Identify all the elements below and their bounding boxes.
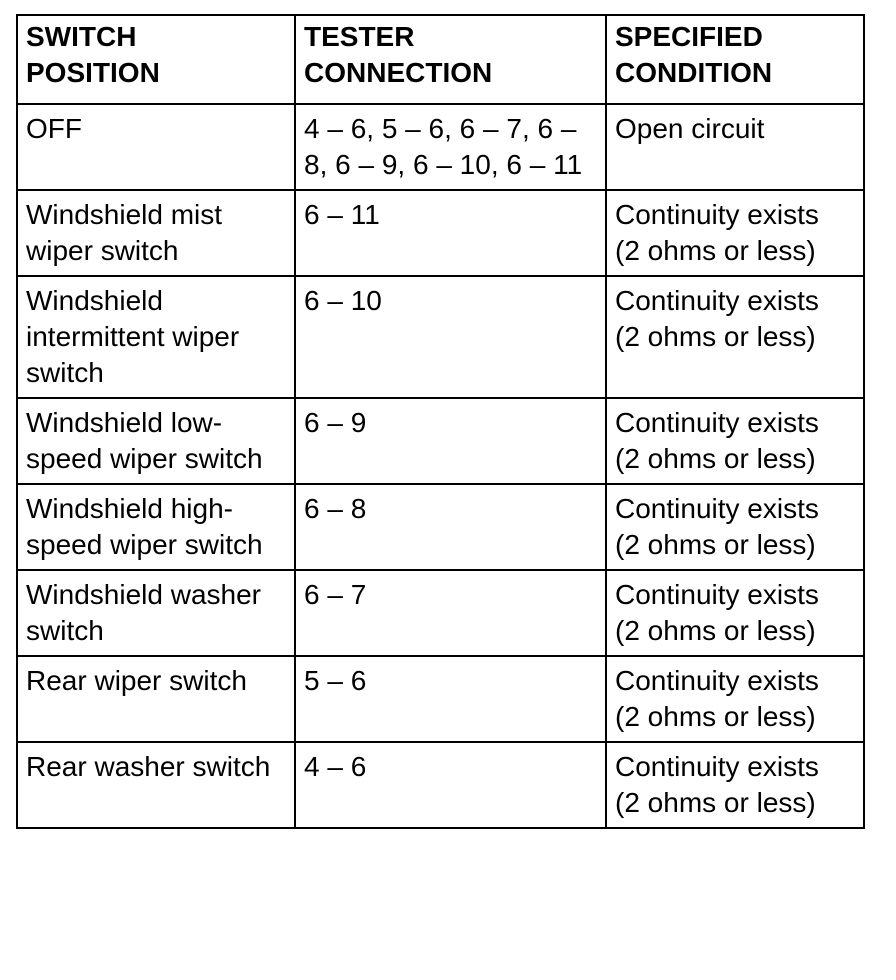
specified-condition-cell bbox=[606, 742, 864, 828]
table-row bbox=[17, 190, 864, 276]
specified-condition-cell bbox=[606, 656, 864, 742]
tester-connection-cell: 4 – 6, 5 – 6, 6 – 7, 6 – 8, 6 – 9, 6 – 10, 6 – 11 bbox=[295, 104, 606, 190]
condition-note: (2 ohms or less) bbox=[615, 615, 816, 646]
condition-note: (2 ohms or less) bbox=[615, 529, 816, 560]
condition-note: (2 ohms or less) bbox=[615, 787, 816, 818]
condition-text: Continuity exists bbox=[615, 407, 819, 438]
tester-connection-cell: 6 – 8 bbox=[295, 484, 606, 570]
table-row bbox=[17, 570, 864, 656]
condition-text: Open circuit bbox=[615, 113, 765, 144]
condition-text: Continuity exists bbox=[615, 493, 819, 524]
switch-position-cell: Windshield low-speed wiper switch bbox=[17, 398, 295, 484]
header-tester-connection bbox=[295, 15, 606, 104]
tester-connection-cell: 5 – 6 bbox=[295, 656, 606, 742]
condition-text: Continuity exists bbox=[615, 751, 819, 782]
specified-condition-cell bbox=[606, 104, 864, 190]
switch-position-cell: Windshield washer switch bbox=[17, 570, 295, 656]
condition-text: Continuity exists bbox=[615, 665, 819, 696]
tester-connection-cell: 6 – 11 bbox=[295, 190, 606, 276]
specified-condition-cell bbox=[606, 484, 864, 570]
switch-position-cell: Windshield mist wiper switch bbox=[17, 190, 295, 276]
header-text: SWITCH bbox=[26, 21, 137, 52]
header-text: TESTER bbox=[304, 21, 415, 52]
condition-text: Continuity exists bbox=[615, 199, 819, 230]
specified-condition-cell bbox=[606, 398, 864, 484]
switch-position-cell: Rear washer switch bbox=[17, 742, 295, 828]
specified-condition-cell bbox=[606, 570, 864, 656]
tester-connection-cell: 6 – 9 bbox=[295, 398, 606, 484]
table-row bbox=[17, 104, 864, 190]
condition-note: (2 ohms or less) bbox=[615, 321, 816, 352]
table-row bbox=[17, 742, 864, 828]
switch-position-cell: Rear wiper switch bbox=[17, 656, 295, 742]
table-row bbox=[17, 656, 864, 742]
switch-position-cell: Windshield intermittent wiper switch bbox=[17, 276, 295, 398]
switch-inspection-table bbox=[16, 14, 865, 829]
tester-connection-cell: 4 – 6 bbox=[295, 742, 606, 828]
tester-connection-cell: 6 – 10 bbox=[295, 276, 606, 398]
condition-text: Continuity exists bbox=[615, 285, 819, 316]
table-row bbox=[17, 484, 864, 570]
header-text: CONDITION bbox=[615, 57, 773, 88]
condition-note: (2 ohms or less) bbox=[615, 443, 816, 474]
tester-connection-cell: 6 – 7 bbox=[295, 570, 606, 656]
header-text: POSITION bbox=[26, 57, 160, 88]
header-switch-position bbox=[17, 15, 295, 104]
switch-position-cell: OFF bbox=[17, 104, 295, 190]
condition-note: (2 ohms or less) bbox=[615, 701, 816, 732]
header-row bbox=[17, 15, 864, 104]
table-row bbox=[17, 398, 864, 484]
table-row bbox=[17, 276, 864, 398]
header-specified-condition bbox=[606, 15, 864, 104]
header-text: SPECIFIED bbox=[615, 21, 763, 52]
condition-note: (2 ohms or less) bbox=[615, 235, 816, 266]
specified-condition-cell bbox=[606, 190, 864, 276]
condition-text: Continuity exists bbox=[615, 579, 819, 610]
specified-condition-cell bbox=[606, 276, 864, 398]
header-text: CONNECTION bbox=[304, 57, 493, 88]
switch-position-cell: Windshield high-speed wiper switch bbox=[17, 484, 295, 570]
